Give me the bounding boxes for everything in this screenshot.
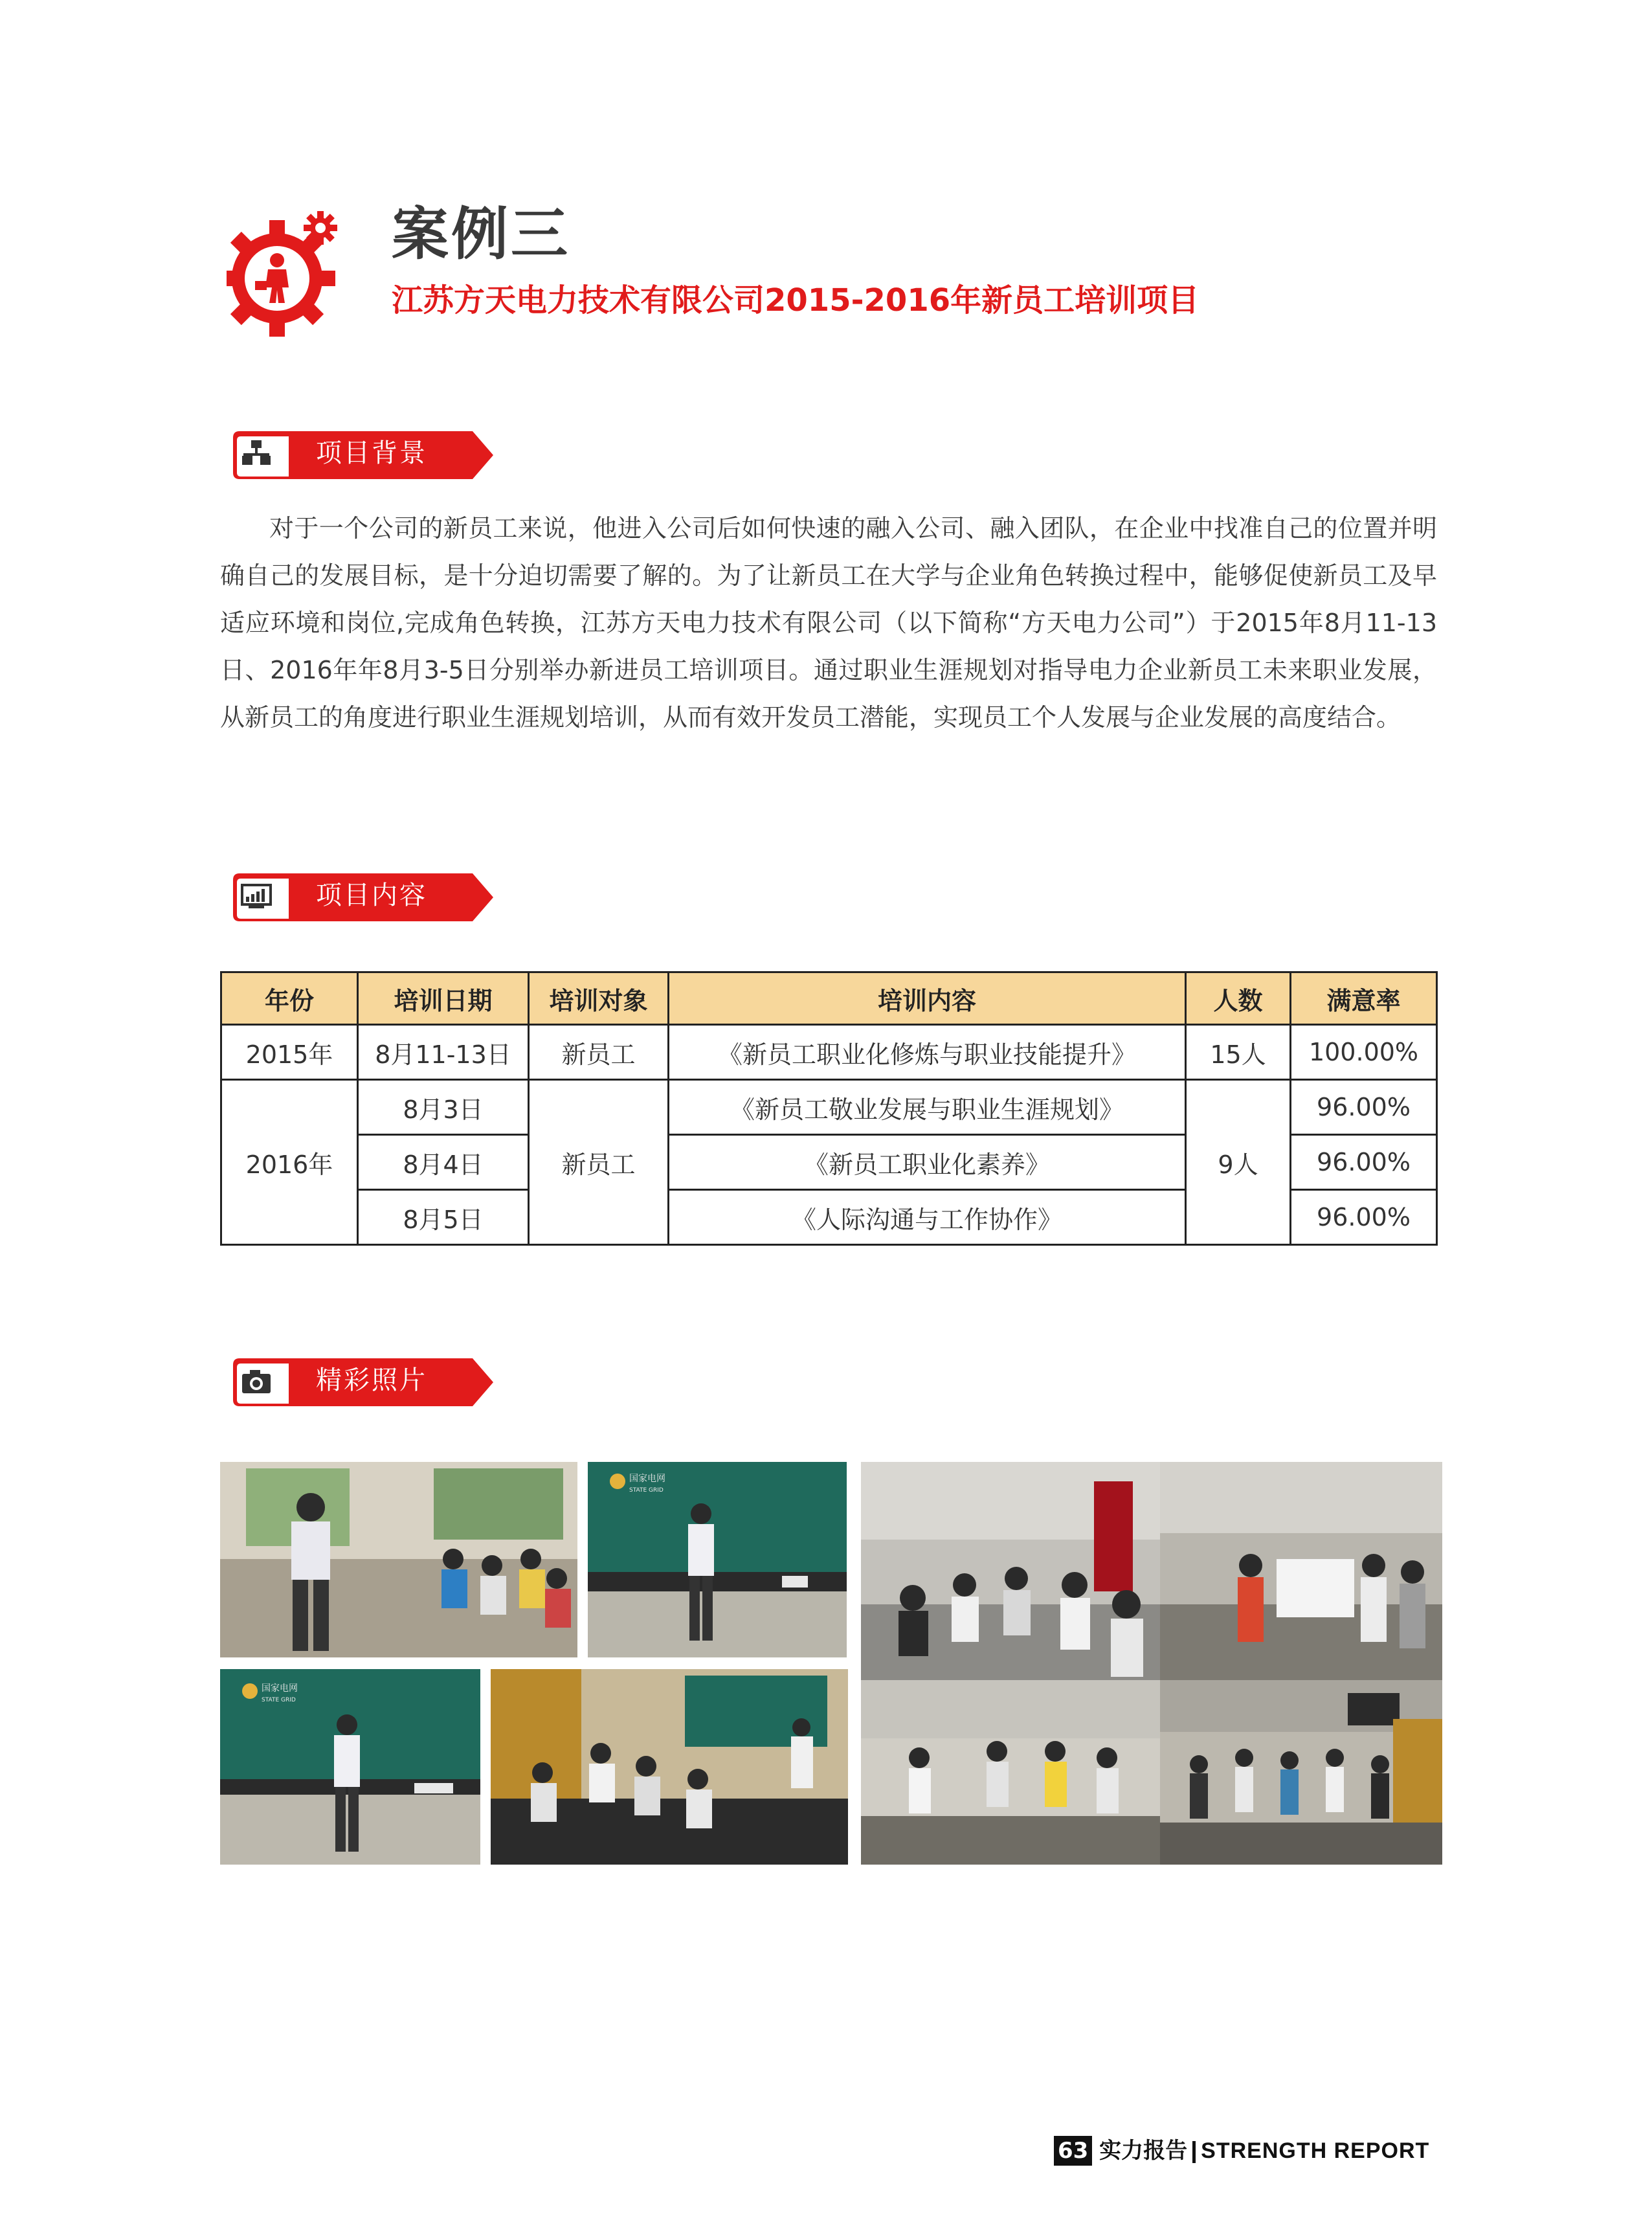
org-chart-icon [238,436,274,473]
section-label: 项目背景 [316,438,427,468]
cell-rate: 96.00% [1291,1190,1437,1245]
training-table [220,971,1438,1246]
training-photo [1160,1680,1442,1865]
state-grid-sign: 国家电网 [629,1474,665,1484]
header-cell: 培训内容 [669,972,1186,1025]
training-photo [1160,1462,1442,1680]
training-photo [861,1680,1160,1865]
section-tag-content [227,870,498,929]
cell-rate: 96.00% [1291,1135,1437,1190]
cell-target: 新员工 [529,1025,669,1080]
section-label: 精彩照片 [316,1365,427,1395]
report-title-en: STRENGTH REPORT [1201,2138,1430,2163]
background-paragraph: 对于一个公司的新员工来说，他进入公司后如何快速的融入公司、融入团队，在企业中找准自己的位置并明确自己的发展目标，是十分迫切需要了解的。为了让新员工在大学与企业角色转换过程中，能够促使新员工及早适应环境和岗位,完成角色转换，江苏方天电力技术有限公司（以下简称“方天电力公司”）于2015年8月11-13日、2016年年8月3-5日分别举办新进员工培训项目。通过职业生涯规划对指导电力企业新员工未来职业发展，从新员工的角度进行职业生涯规划培训，从而有效开发员工潜能，实现员工个人发展与企业发展的高度结合。 [220,514,1437,732]
monitor-chart-icon [238,879,274,915]
cell-date: 8月11-13日 [358,1025,529,1080]
cell-year: 2016年 [221,1080,358,1245]
state-grid-sign-en: STATE GRID [629,1487,664,1494]
cell-date: 8月3日 [358,1080,529,1135]
training-photo [861,1462,1160,1680]
case-gear-icon [227,202,343,344]
training-photo [491,1669,848,1865]
case-title: 案例三 [392,201,571,267]
cell-content: 《新员工职业化修炼与职业技能提升》 [669,1025,1186,1080]
case-subtitle: 江苏方天电力技术有限公司2015-2016年新员工培训项目 [392,282,1200,319]
page-footer [1054,2133,1429,2165]
cell-content: 《新员工敬业发展与职业生涯规划》 [669,1080,1186,1135]
training-photo [588,1462,847,1657]
cell-count: 9人 [1186,1080,1291,1245]
state-grid-sign: 国家电网 [262,1683,298,1694]
cell-rate: 100.00% [1291,1025,1437,1080]
section-tag-photos [227,1354,498,1414]
camera-icon [238,1363,274,1400]
training-photo [220,1669,480,1865]
state-grid-sign-en: STATE GRID [262,1697,296,1703]
report-title-cn: 实力报告 [1099,2138,1188,2164]
header-cell: 培训日期 [358,972,529,1025]
table-header-row [221,972,1437,1025]
header-cell: 培训对象 [529,972,669,1025]
training-photo [220,1462,577,1657]
header-cell: 年份 [221,972,358,1025]
cell-year: 2015年 [221,1025,358,1080]
cell-date: 8月5日 [358,1190,529,1245]
table-row [221,1025,1437,1080]
cell-content: 《新员工职业化素养》 [669,1135,1186,1190]
header-cell: 人数 [1186,972,1291,1025]
footer-divider [1192,2141,1196,2163]
cell-target: 新员工 [529,1080,669,1245]
cell-date: 8月4日 [358,1135,529,1190]
header-cell: 满意率 [1291,972,1437,1025]
table-row [221,1080,1437,1135]
section-tag-background [227,427,498,487]
cell-content: 《人际沟通与工作协作》 [669,1190,1186,1245]
cell-count: 15人 [1186,1025,1291,1080]
page-number: 63 [1054,2136,1092,2166]
cell-rate: 96.00% [1291,1080,1437,1135]
section-label: 项目内容 [316,881,427,910]
